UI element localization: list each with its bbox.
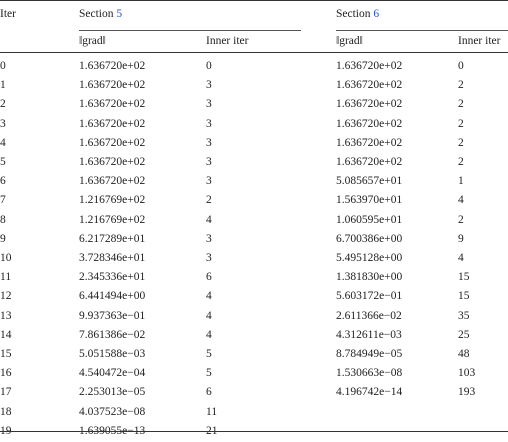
header-grad-s6: ‖grad‖	[336, 35, 363, 47]
row-grad-s5: 1.636720e+02	[79, 117, 146, 130]
row-inner-s5: 21	[206, 424, 218, 437]
table-row	[0, 232, 508, 250]
row-iter: 7	[0, 194, 6, 207]
row-inner-s5: 4	[206, 328, 212, 341]
row-inner-s6: 4	[458, 252, 464, 264]
row-grad-s6: 1.636720e+02	[336, 136, 403, 149]
row-inner-s6: 103	[458, 367, 476, 380]
table-row	[0, 366, 508, 384]
table-row	[0, 193, 508, 211]
header-inner-iter-s6: Inner iter	[458, 35, 501, 47]
row-inner-s6: 2	[458, 79, 464, 92]
row-iter: 6	[0, 175, 6, 188]
table-row	[0, 97, 508, 115]
row-iter: 18	[0, 405, 12, 418]
row-inner-s6: 1	[458, 175, 464, 188]
row-inner-s5: 6	[206, 271, 212, 284]
row-inner-s6: 2	[458, 213, 464, 226]
header-iter: Iter	[0, 8, 16, 20]
header-section-5-prefix: Section	[79, 8, 117, 20]
row-inner-s5: 3	[206, 156, 212, 168]
table-row	[0, 78, 508, 96]
row-grad-s5: 7.861386e−02	[79, 328, 146, 341]
row-grad-s5: 5.051588e−03	[79, 348, 146, 360]
section-6-rule	[336, 30, 508, 31]
table-row	[0, 405, 508, 423]
section-5-link[interactable]: 5	[116, 8, 123, 20]
row-iter: 5	[0, 156, 6, 168]
row-grad-s6: 5.603172e−01	[336, 290, 403, 303]
row-grad-s6: 5.495128e+00	[336, 252, 403, 264]
row-grad-s6: 1.636720e+02	[336, 60, 403, 72]
section-6-link[interactable]: 6	[373, 8, 380, 20]
row-inner-s5: 3	[206, 252, 212, 264]
table-row	[0, 270, 508, 288]
row-inner-s5: 3	[206, 136, 212, 149]
header-section-6-prefix: Section	[336, 8, 374, 20]
table-bottom-rule	[0, 431, 508, 432]
row-inner-s6: 2	[458, 156, 464, 168]
row-inner-s5: 3	[206, 79, 212, 92]
row-iter: 15	[0, 348, 12, 360]
table-row	[0, 174, 508, 192]
row-inner-s5: 0	[206, 60, 212, 72]
row-iter: 16	[0, 367, 12, 380]
table-row	[0, 213, 508, 231]
row-grad-s5: 1.636720e+02	[79, 156, 146, 168]
row-iter: 3	[0, 117, 6, 130]
table-row	[0, 117, 508, 135]
row-grad-s6: 4.196742e−14	[336, 386, 403, 399]
table-row	[0, 136, 508, 154]
row-grad-s5: 1.216769e+02	[79, 213, 146, 226]
row-iter: 1	[0, 79, 6, 92]
row-grad-s6: 8.784949e−05	[336, 348, 403, 360]
table-row	[0, 385, 508, 403]
row-grad-s6: 2.611366e−02	[336, 309, 402, 322]
row-grad-s5: 4.037523e−08	[79, 405, 146, 418]
row-inner-s6: 48	[458, 348, 470, 360]
row-grad-s5: 1.636720e+02	[79, 79, 146, 92]
table-row	[0, 59, 508, 77]
row-grad-s5: 1.636720e+02	[79, 136, 146, 149]
row-inner-s6: 2	[458, 117, 464, 130]
row-grad-s6: 1.060595e+01	[336, 213, 403, 226]
row-inner-s5: 6	[206, 386, 212, 399]
row-inner-s6: 15	[458, 271, 470, 284]
row-iter: 12	[0, 290, 12, 303]
row-inner-s5: 3	[206, 98, 212, 111]
row-grad-s6: 1.636720e+02	[336, 156, 403, 168]
row-grad-s6: 6.700386e+00	[336, 232, 403, 245]
row-inner-s5: 3	[206, 232, 212, 245]
row-inner-s6: 2	[458, 98, 464, 111]
row-iter: 8	[0, 213, 6, 226]
row-grad-s6: 1.636720e+02	[336, 79, 403, 92]
row-iter: 10	[0, 252, 12, 264]
row-grad-s5: 6.217289e+01	[79, 232, 146, 245]
row-grad-s5: 6.441494e+00	[79, 290, 146, 303]
header-section-5	[79, 7, 122, 21]
table-row	[0, 309, 508, 327]
row-inner-s6: 4	[458, 194, 464, 207]
table-row	[0, 328, 508, 346]
row-inner-s5: 5	[206, 367, 212, 380]
row-grad-s5: 9.937363e−01	[79, 309, 146, 322]
row-grad-s6: 1.530663e−08	[336, 367, 403, 380]
header-grad-s5: ‖grad‖	[79, 35, 106, 47]
row-iter: 11	[0, 271, 12, 284]
row-inner-s6: 193	[458, 386, 476, 399]
row-grad-s5: 2.253013e−05	[79, 386, 146, 399]
row-inner-s5: 11	[206, 405, 218, 418]
header-section-6	[336, 7, 379, 21]
row-inner-s6: 0	[458, 60, 464, 72]
row-inner-s6: 25	[458, 328, 470, 341]
table-row	[0, 289, 508, 307]
row-grad-s6: 1.563970e+01	[336, 194, 403, 207]
table-row	[0, 155, 508, 173]
row-iter: 0	[0, 60, 6, 72]
row-grad-s5: 4.540472e−04	[79, 367, 146, 380]
row-grad-s5: 1.216769e+02	[79, 194, 146, 207]
row-inner-s5: 5	[206, 348, 212, 360]
row-inner-s6: 2	[458, 136, 464, 149]
row-iter: 19	[0, 424, 12, 437]
row-iter: 2	[0, 98, 6, 111]
row-grad-s5: 3.728346e+01	[79, 252, 146, 264]
row-inner-s5: 4	[206, 309, 212, 322]
section-5-rule	[79, 30, 301, 31]
row-grad-s5: 1.636720e+02	[79, 175, 146, 188]
row-inner-s6: 9	[458, 232, 464, 245]
row-inner-s5: 3	[206, 175, 212, 188]
row-grad-s5: 1.636720e+02	[79, 60, 146, 72]
row-grad-s6: 1.636720e+02	[336, 98, 403, 111]
row-grad-s5: 1.639055e−13	[79, 424, 146, 437]
row-grad-s6: 5.085657e+01	[336, 175, 403, 188]
table-top-rule	[0, 0, 508, 1]
row-grad-s5: 1.636720e+02	[79, 98, 146, 111]
row-iter: 4	[0, 136, 6, 149]
row-iter: 13	[0, 309, 12, 322]
row-inner-s5: 4	[206, 213, 212, 226]
row-inner-s5: 3	[206, 117, 212, 130]
header-inner-iter-s5: Inner iter	[206, 35, 249, 47]
row-grad-s6: 1.381830e+00	[336, 271, 403, 284]
row-inner-s6: 35	[458, 309, 470, 322]
row-grad-s6: 1.636720e+02	[336, 117, 403, 130]
row-inner-s5: 4	[206, 290, 212, 303]
row-inner-s5: 2	[206, 194, 212, 207]
row-grad-s5: 2.345336e+01	[79, 271, 146, 284]
row-iter: 14	[0, 328, 12, 341]
row-grad-s6: 4.312611e−03	[336, 328, 402, 341]
row-iter: 9	[0, 232, 6, 245]
table-row	[0, 347, 508, 365]
table-row	[0, 251, 508, 269]
row-iter: 17	[0, 386, 12, 399]
row-inner-s6: 15	[458, 290, 470, 303]
header-bottom-rule	[0, 52, 508, 53]
